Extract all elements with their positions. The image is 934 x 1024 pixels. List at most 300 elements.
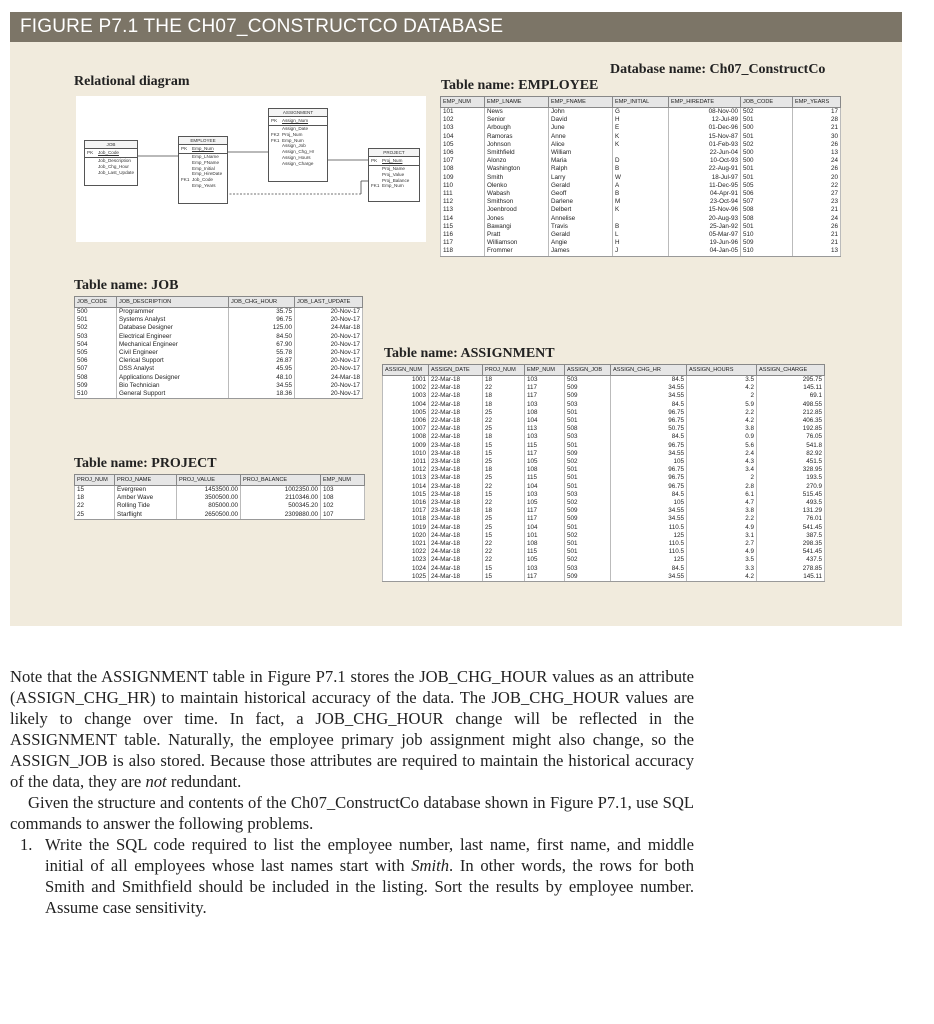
- column-header: JOB_CODE: [741, 97, 793, 108]
- table-cell: 493.5: [757, 499, 825, 507]
- table-row: [75, 357, 363, 365]
- table-row: [441, 133, 841, 141]
- table-cell: 26: [793, 223, 841, 231]
- table-cell: 23-Mar-18: [429, 507, 483, 515]
- table-row: [383, 392, 825, 400]
- table-cell: 102: [441, 116, 485, 124]
- project-table: [74, 474, 365, 520]
- table-cell: 84.5: [611, 565, 687, 573]
- table-cell: 4.9: [687, 524, 757, 532]
- table-cell: 1008: [383, 433, 429, 441]
- table-cell: 96.75: [611, 442, 687, 450]
- table-cell: 2650500.00: [177, 511, 241, 520]
- table-cell: 503: [565, 433, 611, 441]
- table-cell: 125.00: [229, 324, 295, 332]
- table-cell: 118: [441, 247, 485, 256]
- table-cell: Amber Wave: [115, 494, 177, 502]
- table-cell: 84.5: [611, 491, 687, 499]
- table-cell: 502: [565, 556, 611, 564]
- table-cell: 22: [483, 417, 525, 425]
- table-cell: 96.75: [611, 409, 687, 417]
- table-cell: 15-Nov-87: [669, 133, 741, 141]
- table-cell: Senior: [485, 116, 549, 124]
- table-row: [441, 190, 841, 198]
- table-cell: 15: [483, 532, 525, 540]
- table-row: [441, 239, 841, 247]
- table-cell: 2.2: [687, 409, 757, 417]
- table-cell: 55.78: [229, 349, 295, 357]
- table-cell: 510: [75, 390, 117, 399]
- table-cell: Smithfield: [485, 149, 549, 157]
- table-cell: Larry: [549, 174, 613, 182]
- table-cell: 1024: [383, 565, 429, 573]
- table-cell: 20-Aug-93: [669, 215, 741, 223]
- table-cell: 508: [741, 215, 793, 223]
- table-cell: 20-Nov-17: [295, 365, 363, 373]
- table-cell: 25: [75, 511, 115, 520]
- column-header: ASSIGN_DATE: [429, 365, 483, 376]
- table-cell: 509: [565, 450, 611, 458]
- table-cell: Geoff: [549, 190, 613, 198]
- table-cell: 25: [483, 458, 525, 466]
- table-cell: 110.5: [611, 548, 687, 556]
- table-row: [441, 198, 841, 206]
- table-cell: 1005: [383, 409, 429, 417]
- entity-employee: EMPLOYEE PK Emp_Num Emp_LName Emp_FName Emp_Initial Emp_HireDate FK1 Job_Code Emp_Years: [178, 136, 228, 204]
- table-cell: 503: [565, 565, 611, 573]
- table-cell: News: [485, 108, 549, 117]
- table-cell: 103: [525, 565, 565, 573]
- table-row: [441, 116, 841, 124]
- table-cell: 22: [483, 384, 525, 392]
- table-cell: 541.8: [757, 442, 825, 450]
- table-cell: 0.9: [687, 433, 757, 441]
- table-row: [441, 247, 841, 256]
- column-header: PROJ_NAME: [115, 475, 177, 486]
- table-cell: 295.75: [757, 376, 825, 385]
- table-cell: 1020: [383, 532, 429, 540]
- table-cell: 502: [741, 108, 793, 117]
- table-cell: B: [613, 190, 669, 198]
- assignment-caption: Table name: ASSIGNMENT: [384, 346, 555, 361]
- table-cell: W: [613, 174, 669, 182]
- table-cell: 508: [565, 425, 611, 433]
- table-cell: 328.95: [757, 466, 825, 474]
- table-row: [441, 149, 841, 157]
- table-cell: 22-Mar-18: [429, 433, 483, 441]
- table-cell: K: [613, 141, 669, 149]
- table-cell: 501: [565, 417, 611, 425]
- column-header: ASSIGN_HOURS: [687, 365, 757, 376]
- table-cell: Applications Designer: [117, 374, 229, 382]
- table-cell: 22-Aug-91: [669, 165, 741, 173]
- table-cell: 96.75: [229, 316, 295, 324]
- table-cell: 25: [483, 409, 525, 417]
- table-cell: 131.29: [757, 507, 825, 515]
- table-cell: 20-Nov-17: [295, 341, 363, 349]
- table-cell: 28: [793, 116, 841, 124]
- table-cell: K: [613, 206, 669, 214]
- table-cell: 24-Mar-18: [429, 524, 483, 532]
- job-header-row: [75, 297, 363, 308]
- table-cell: E: [613, 124, 669, 132]
- table-cell: 503: [565, 491, 611, 499]
- table-cell: 509: [565, 515, 611, 523]
- column-header: EMP_INITIAL: [613, 97, 669, 108]
- job-table: [74, 296, 363, 399]
- table-cell: 1023: [383, 556, 429, 564]
- table-row: [75, 486, 365, 495]
- table-cell: 105: [525, 556, 565, 564]
- table-cell: 1025: [383, 573, 429, 582]
- table-cell: 437.5: [757, 556, 825, 564]
- table-cell: 67.90: [229, 341, 295, 349]
- table-cell: 2309880.00: [241, 511, 321, 520]
- table-cell: 104: [525, 524, 565, 532]
- table-cell: 23-Mar-18: [429, 442, 483, 450]
- table-cell: 1002: [383, 384, 429, 392]
- table-cell: 117: [525, 515, 565, 523]
- table-cell: 18-Jul-97: [669, 174, 741, 182]
- table-cell: Annelise: [549, 215, 613, 223]
- table-cell: 22-Mar-18: [429, 417, 483, 425]
- table-cell: 01-Feb-93: [669, 141, 741, 149]
- table-cell: 104: [525, 417, 565, 425]
- table-cell: 20-Nov-17: [295, 316, 363, 324]
- table-cell: 2.2: [687, 515, 757, 523]
- table-cell: 125: [611, 556, 687, 564]
- table-cell: 4.7: [687, 499, 757, 507]
- table-cell: 1012: [383, 466, 429, 474]
- table-row: [441, 215, 841, 223]
- table-cell: 115: [525, 442, 565, 450]
- table-cell: 23-Mar-18: [429, 515, 483, 523]
- table-cell: 96.75: [611, 474, 687, 482]
- table-cell: 509: [75, 382, 117, 390]
- table-cell: 22: [75, 502, 115, 510]
- table-cell: 501: [565, 548, 611, 556]
- column-header: EMP_NUM: [441, 97, 485, 108]
- table-cell: 508: [741, 206, 793, 214]
- table-cell: Smith: [485, 174, 549, 182]
- table-cell: Anne: [549, 133, 613, 141]
- table-cell: 21: [793, 124, 841, 132]
- table-cell: 501: [565, 409, 611, 417]
- table-cell: 104: [441, 133, 485, 141]
- relational-diagram-label: Relational diagram: [74, 74, 190, 89]
- column-header: EMP_NUM: [525, 365, 565, 376]
- table-cell: 500: [741, 157, 793, 165]
- table-cell: 4.3: [687, 458, 757, 466]
- table-cell: 501: [565, 474, 611, 482]
- table-cell: 501: [741, 223, 793, 231]
- table-cell: 24: [793, 215, 841, 223]
- table-cell: 3.5: [687, 376, 757, 385]
- table-cell: 20-Nov-17: [295, 357, 363, 365]
- table-cell: Mechanical Engineer: [117, 341, 229, 349]
- table-cell: 15: [75, 486, 115, 495]
- table-cell: L: [613, 231, 669, 239]
- table-cell: 20: [793, 174, 841, 182]
- table-row: [441, 108, 841, 117]
- table-cell: 108: [525, 409, 565, 417]
- table-cell: 2: [687, 474, 757, 482]
- table-cell: 105: [441, 141, 485, 149]
- table-cell: 105: [525, 458, 565, 466]
- table-cell: 112: [441, 198, 485, 206]
- table-cell: 19-Jun-96: [669, 239, 741, 247]
- table-cell: 13: [793, 149, 841, 157]
- column-header: ASSIGN_CHG_HR: [611, 365, 687, 376]
- table-cell: 4.2: [687, 384, 757, 392]
- table-cell: 24-Mar-18: [429, 540, 483, 548]
- table-cell: 507: [75, 365, 117, 373]
- table-cell: 502: [75, 324, 117, 332]
- table-cell: 117: [525, 450, 565, 458]
- column-header: ASSIGN_NUM: [383, 365, 429, 376]
- column-header: JOB_DESCRIPTION: [117, 297, 229, 308]
- table-row: [75, 374, 363, 382]
- table-cell: 18: [483, 401, 525, 409]
- table-cell: DSS Analyst: [117, 365, 229, 373]
- table-cell: 23: [793, 198, 841, 206]
- table-cell: 45.95: [229, 365, 295, 373]
- relational-diagram: [76, 96, 426, 242]
- table-cell: 500: [75, 308, 117, 317]
- table-cell: 34.55: [611, 392, 687, 400]
- table-cell: 107: [321, 511, 365, 520]
- table-row: [383, 442, 825, 450]
- table-cell: 25: [483, 515, 525, 523]
- table-row: [383, 483, 825, 491]
- table-cell: H: [613, 239, 669, 247]
- table-row: [383, 433, 825, 441]
- table-cell: 12-Jul-89: [669, 116, 741, 124]
- table-cell: 106: [441, 149, 485, 157]
- table-cell: 22: [483, 540, 525, 548]
- table-cell: Darlene: [549, 198, 613, 206]
- table-cell: 20-Nov-17: [295, 382, 363, 390]
- column-header: EMP_NUM: [321, 475, 365, 486]
- table-cell: 20-Nov-17: [295, 390, 363, 399]
- column-header: EMP_LNAME: [485, 97, 549, 108]
- table-cell: 501: [741, 165, 793, 173]
- table-cell: 08-Nov-00: [669, 108, 741, 117]
- table-row: [75, 341, 363, 349]
- table-cell: 13: [793, 247, 841, 256]
- table-cell: 3500500.00: [177, 494, 241, 502]
- table-cell: Washington: [485, 165, 549, 173]
- table-cell: 22: [483, 483, 525, 491]
- table-cell: 212.85: [757, 409, 825, 417]
- table-cell: 1018: [383, 515, 429, 523]
- table-row: [383, 384, 825, 392]
- table-cell: 503: [565, 401, 611, 409]
- column-header: JOB_LAST_UPDATE: [295, 297, 363, 308]
- table-cell: 34.55: [611, 450, 687, 458]
- table-cell: 3.3: [687, 565, 757, 573]
- table-cell: Angie: [549, 239, 613, 247]
- column-header: ASSIGN_CHARGE: [757, 365, 825, 376]
- table-cell: 498.55: [757, 401, 825, 409]
- table-row: [441, 231, 841, 239]
- table-cell: 501: [75, 316, 117, 324]
- table-cell: 23-Mar-18: [429, 466, 483, 474]
- table-cell: 27: [793, 190, 841, 198]
- table-cell: 193.5: [757, 474, 825, 482]
- table-cell: A: [613, 182, 669, 190]
- table-cell: 15: [483, 450, 525, 458]
- table-cell: 35.75: [229, 308, 295, 317]
- table-cell: 4.9: [687, 548, 757, 556]
- table-cell: 110: [441, 182, 485, 190]
- table-cell: Alice: [549, 141, 613, 149]
- table-cell: Starflight: [115, 511, 177, 520]
- table-cell: 113: [525, 425, 565, 433]
- table-cell: 84.50: [229, 333, 295, 341]
- column-header: PROJ_NUM: [483, 365, 525, 376]
- table-cell: 105: [611, 458, 687, 466]
- table-cell: 1014: [383, 483, 429, 491]
- table-cell: 1016: [383, 499, 429, 507]
- table-cell: 25: [483, 524, 525, 532]
- table-cell: 20-Nov-17: [295, 308, 363, 317]
- table-cell: 108: [525, 540, 565, 548]
- table-cell: 22-Mar-18: [429, 425, 483, 433]
- table-cell: 541.45: [757, 524, 825, 532]
- table-row: [75, 365, 363, 373]
- table-cell: 2: [687, 392, 757, 400]
- table-cell: Pratt: [485, 231, 549, 239]
- table-cell: 22: [483, 556, 525, 564]
- column-header: PROJ_VALUE: [177, 475, 241, 486]
- table-cell: 24-Mar-18: [429, 548, 483, 556]
- table-cell: 541.45: [757, 548, 825, 556]
- table-cell: 1453500.00: [177, 486, 241, 495]
- table-cell: Williamson: [485, 239, 549, 247]
- table-cell: 10-Oct-93: [669, 157, 741, 165]
- table-cell: 24-Mar-18: [295, 374, 363, 382]
- table-row: [441, 182, 841, 190]
- table-cell: 21: [793, 206, 841, 214]
- table-row: [441, 165, 841, 173]
- table-row: [441, 223, 841, 231]
- table-cell: H: [613, 116, 669, 124]
- body-text: [10, 666, 694, 918]
- table-cell: 84.5: [611, 401, 687, 409]
- table-cell: James: [549, 247, 613, 256]
- table-cell: 24-Mar-18: [295, 324, 363, 332]
- table-cell: 270.9: [757, 483, 825, 491]
- table-cell: 117: [525, 392, 565, 400]
- table-cell: 26: [793, 141, 841, 149]
- table-cell: 125: [611, 532, 687, 540]
- table-cell: 17: [793, 108, 841, 117]
- table-cell: 1006: [383, 417, 429, 425]
- column-header: JOB_CHG_HOUR: [229, 297, 295, 308]
- table-cell: 22-Mar-18: [429, 376, 483, 385]
- table-row: [383, 409, 825, 417]
- table-cell: 23-Mar-18: [429, 474, 483, 482]
- table-row: [383, 565, 825, 573]
- table-cell: 1010: [383, 450, 429, 458]
- table-cell: 2.4: [687, 450, 757, 458]
- table-cell: 500: [741, 124, 793, 132]
- table-cell: 103: [525, 401, 565, 409]
- table-row: [441, 157, 841, 165]
- table-cell: 298.35: [757, 540, 825, 548]
- table-cell: 510: [741, 247, 793, 256]
- table-cell: 69.1: [757, 392, 825, 400]
- table-cell: 805000.00: [177, 502, 241, 510]
- entity-job: JOB PK Job_Code Job_Description Job_Chg_Hour Job_Last_Update: [84, 140, 138, 186]
- table-cell: 117: [525, 507, 565, 515]
- table-cell: 110.5: [611, 540, 687, 548]
- table-cell: 103: [525, 433, 565, 441]
- table-cell: 50.75: [611, 425, 687, 433]
- table-cell: 3.8: [687, 425, 757, 433]
- table-cell: 24-Mar-18: [429, 556, 483, 564]
- table-cell: 387.5: [757, 532, 825, 540]
- table-cell: 18: [483, 376, 525, 385]
- database-name: Database name: Ch07_ConstructCo: [610, 62, 826, 77]
- table-cell: 84.5: [611, 433, 687, 441]
- table-cell: 451.5: [757, 458, 825, 466]
- table-cell: 117: [525, 573, 565, 582]
- table-cell: 115: [441, 223, 485, 231]
- table-cell: 23-Mar-18: [429, 499, 483, 507]
- table-cell: 103: [441, 124, 485, 132]
- table-cell: 18: [483, 466, 525, 474]
- table-cell: Arbough: [485, 124, 549, 132]
- table-cell: 1013: [383, 474, 429, 482]
- table-cell: 96.75: [611, 466, 687, 474]
- table-row: [75, 324, 363, 332]
- table-row: [383, 491, 825, 499]
- table-cell: 2.7: [687, 540, 757, 548]
- table-cell: 5.6: [687, 442, 757, 450]
- table-cell: 506: [75, 357, 117, 365]
- table-cell: 11-Dec-95: [669, 182, 741, 190]
- table-cell: 26.87: [229, 357, 295, 365]
- table-row: [441, 141, 841, 149]
- table-cell: 503: [565, 376, 611, 385]
- table-cell: 15-Nov-96: [669, 206, 741, 214]
- column-header: JOB_CODE: [75, 297, 117, 308]
- table-cell: Clerical Support: [117, 357, 229, 365]
- table-cell: Bawangi: [485, 223, 549, 231]
- table-row: [383, 573, 825, 582]
- table-cell: 509: [565, 573, 611, 582]
- table-cell: 1001: [383, 376, 429, 385]
- figure-header: [10, 12, 902, 42]
- table-cell: Delbert: [549, 206, 613, 214]
- table-cell: 4.2: [687, 417, 757, 425]
- table-row: [383, 417, 825, 425]
- table-cell: 18: [483, 507, 525, 515]
- table-cell: 508: [75, 374, 117, 382]
- table-cell: Wabash: [485, 190, 549, 198]
- table-cell: 15: [483, 491, 525, 499]
- table-cell: 3.5: [687, 556, 757, 564]
- table-cell: 34.55: [611, 507, 687, 515]
- table-cell: 505: [75, 349, 117, 357]
- table-cell: 108: [321, 494, 365, 502]
- table-row: [441, 206, 841, 214]
- employee-caption: Table name: EMPLOYEE: [441, 78, 599, 93]
- table-cell: 24-Mar-18: [429, 532, 483, 540]
- table-cell: Maria: [549, 157, 613, 165]
